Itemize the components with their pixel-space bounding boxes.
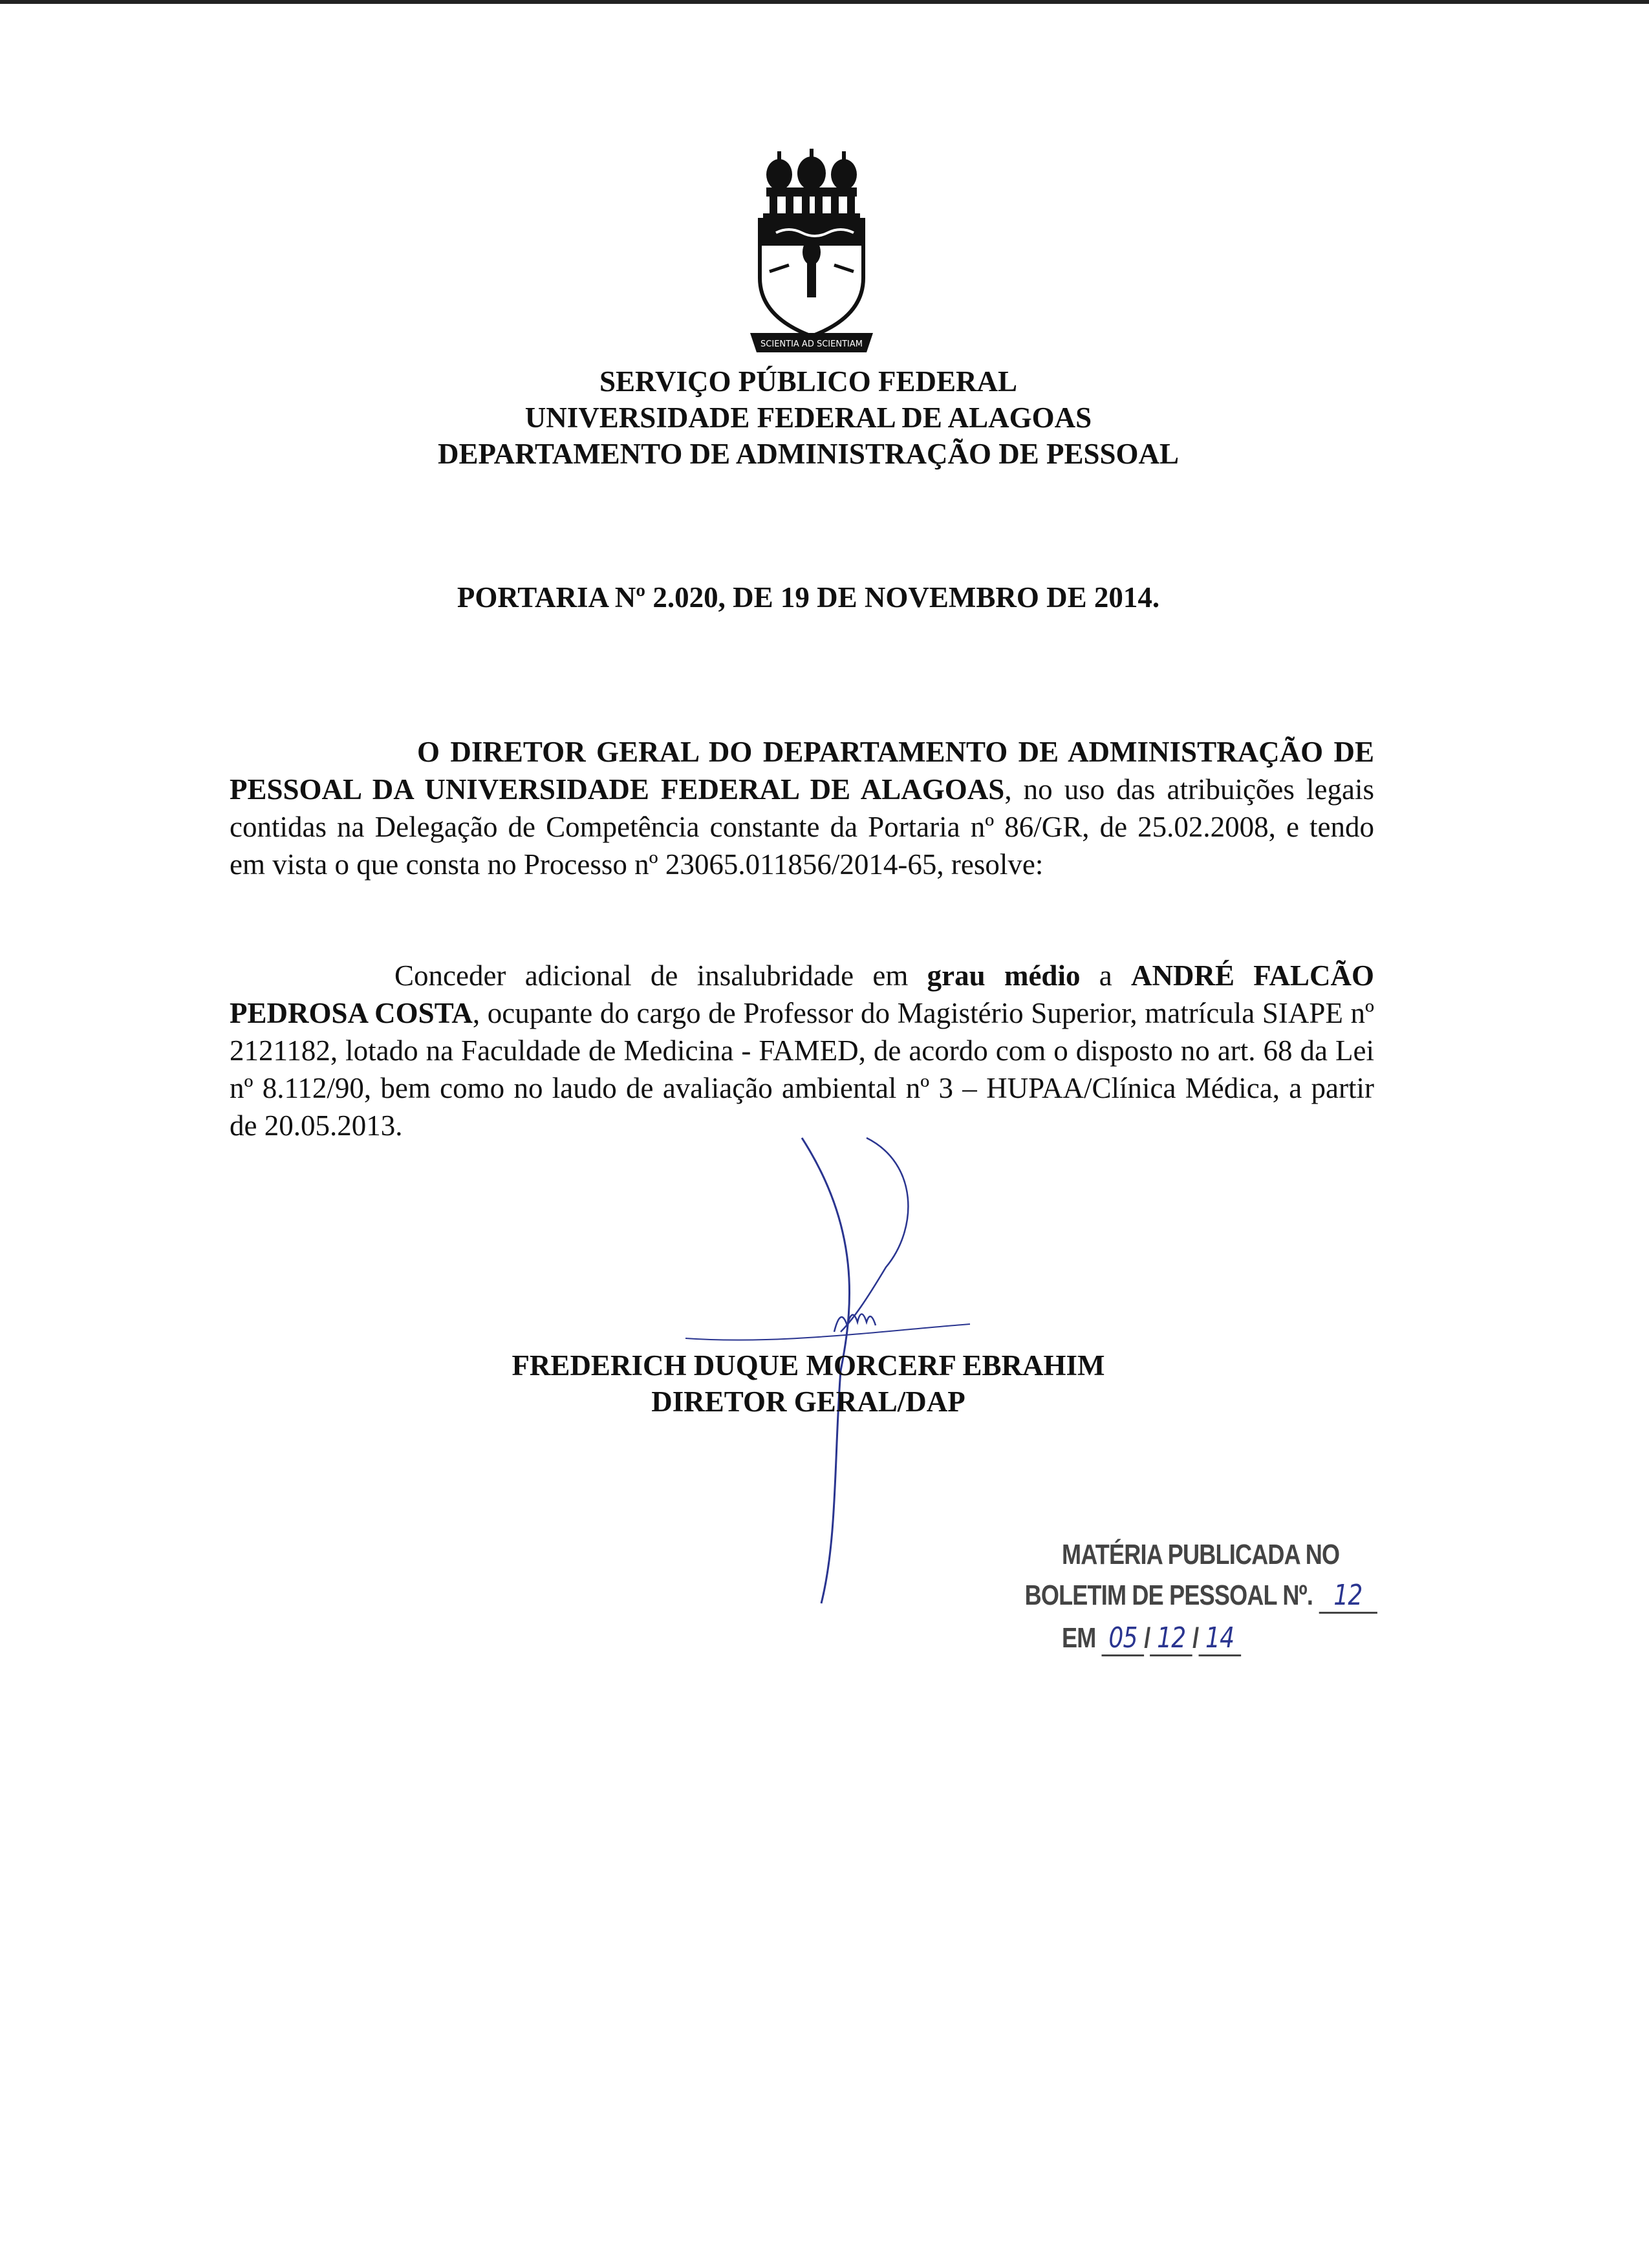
resolution-grau: grau médio <box>927 959 1081 992</box>
stamp-line-2 <box>1025 1579 1377 1614</box>
stamp-line-3: EM 05 / 12 / 14 <box>1062 1621 1241 1656</box>
stamp-date-month: 12 <box>1150 1621 1193 1656</box>
stamp-date-year: 14 <box>1198 1621 1241 1656</box>
preamble-bold: O DIRETOR GERAL DO DEPARTAMENTO DE ADMINISTRAÇÃO DE PESSOAL DA UNIVERSIDADE FEDERAL DE ALAGOAS <box>230 736 1374 806</box>
stamp-boletim-number: 12 <box>1319 1579 1377 1614</box>
header-line-1: SERVIÇO PÚBLICO FEDERAL <box>599 365 1018 398</box>
resolution-name: ANDRÉ FALCÃO PEDROSA COSTA <box>230 959 1374 1029</box>
stamp-date-day: 05 <box>1102 1621 1145 1656</box>
stamp-boletim-label: BOLETIM DE PESSOAL Nº. <box>1024 1579 1313 1611</box>
university-crest-logo <box>750 149 873 362</box>
stamp-date-label: EM <box>1062 1622 1096 1654</box>
preamble-rest: , no uso das atribuições legais contidas na Delegação de Competência constante da Portaria nº 86/GR, de 25.02.2008, e tendo em vista o que consta no Processo nº 23065.011856/2014-65, resolve: <box>230 773 1374 881</box>
paragraph-resolution <box>230 957 1374 1144</box>
signer-name: FREDERICH DUQUE MORCERF EBRAHIM <box>512 1349 1105 1382</box>
paragraph-preamble <box>230 733 1374 883</box>
header-line-2: UNIVERSIDADE FEDERAL DE ALAGOAS <box>524 401 1092 434</box>
stamp-line-1: MATÉRIA PUBLICADA NO <box>1062 1539 1340 1570</box>
resolution-part1: Conceder adicional de insalubridade em <box>394 959 927 992</box>
resolution-part3: , ocupante do cargo de Professor do Magistério Superior, matrícula SIAPE nº 2121182, lotado na Faculdade de Medicina - FAMED, de acordo com o disposto no art. 68 da Lei nº 8.112/90, bem como no laudo de avaliação ambiental nº 3 – HUPAA/Clínica Médica, a partir de 20.05.2013. <box>230 997 1374 1142</box>
publication-stamp <box>1009 1539 1363 1668</box>
resolution-part2: a <box>1080 959 1132 992</box>
crest-motto: SCIENTIA AD SCIENTIAM <box>760 339 863 349</box>
header-line-3: DEPARTAMENTO DE ADMINISTRAÇÃO DE PESSOAL <box>437 438 1180 470</box>
scan-edge-line <box>0 0 1649 4</box>
signer-title: DIRETOR GERAL/DAP <box>651 1385 965 1418</box>
portaria-title: PORTARIA Nº 2.020, DE 19 DE NOVEMBRO DE 2014. <box>457 581 1160 614</box>
